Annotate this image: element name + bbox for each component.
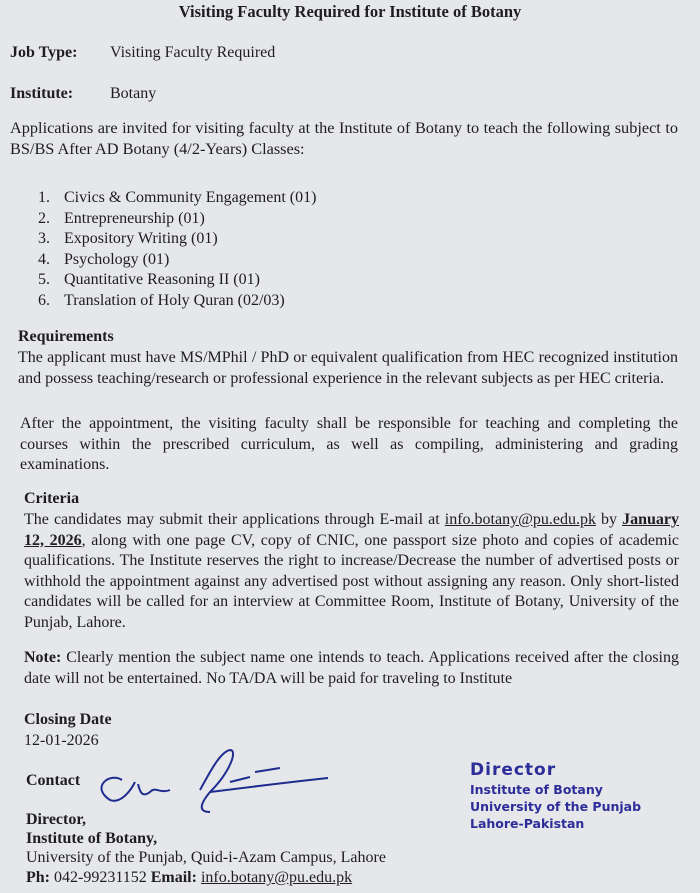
deadline-date: January 12, 2026 bbox=[24, 511, 680, 549]
criteria-text: The candidates may submit their applications through E-mail at bbox=[24, 511, 445, 528]
requirements-heading: Requirements bbox=[18, 328, 114, 345]
subject-list bbox=[38, 188, 316, 312]
subject-item bbox=[38, 291, 316, 312]
subject-number: 4. bbox=[38, 250, 50, 268]
requirements-p1 bbox=[18, 348, 678, 389]
criteria-text: by bbox=[595, 511, 623, 528]
note-text: Clearly mention the subject name one intends to teach. Applications received after the closing date will not be entertained. No TA/DA will be paid for traveling to Institute bbox=[24, 649, 679, 687]
criteria-email-link[interactable]: info.botany@pu.edu.pk bbox=[444, 511, 596, 528]
subject-number: 6. bbox=[38, 291, 50, 309]
contact-director: Director, bbox=[26, 811, 86, 828]
institute-row bbox=[10, 85, 156, 103]
subject-name: Quantitative Reasoning II (01) bbox=[64, 271, 260, 289]
note-paragraph bbox=[24, 648, 679, 689]
subject-name: Entrepreneurship (01) bbox=[64, 209, 205, 227]
phone-number: 042-99231152 bbox=[50, 869, 151, 886]
stamp-line-1: Director bbox=[470, 760, 557, 780]
criteria-paragraph bbox=[24, 510, 679, 633]
job-type-value: Visiting Faculty Required bbox=[110, 44, 276, 61]
subject-item bbox=[38, 229, 316, 250]
subject-name: Translation of Holy Quran (02/03) bbox=[64, 291, 285, 309]
email-label: Email: bbox=[150, 869, 197, 886]
subject-name: Expository Writing (01) bbox=[64, 230, 218, 248]
institute-value: Botany bbox=[110, 85, 157, 102]
job-type-label: Job Type: bbox=[10, 44, 78, 61]
subject-number: 2. bbox=[38, 209, 50, 227]
stamp-line-2: Institute of Botany bbox=[470, 782, 603, 797]
contact-institute: Institute of Botany, bbox=[26, 830, 158, 847]
subject-name: Psychology (01) bbox=[64, 250, 170, 268]
contact-address: University of the Punjab, Quid-i-Azam Campus, Lahore bbox=[26, 849, 386, 866]
subject-item bbox=[38, 188, 316, 209]
subject-number: 5. bbox=[38, 271, 50, 289]
stamp-line-4: Lahore-Pakistan bbox=[470, 816, 585, 831]
job-type-row bbox=[10, 44, 275, 62]
institute-label: Institute: bbox=[10, 85, 74, 102]
subject-name: Civics & Community Engagement (01) bbox=[64, 189, 317, 206]
closing-date-heading: Closing Date bbox=[24, 711, 112, 728]
subject-item bbox=[38, 270, 316, 291]
subject-item bbox=[38, 250, 316, 271]
stamp-line-3: University of the Punjab bbox=[470, 799, 642, 814]
criteria-text: , along with one page CV, copy of CNIC, one passport size photo and copies of academic qualifications. The Institute reserves the right to increase/Decrease the number of advertised posts or withhold the appointment against any advertised post without assigning any reason. Only short-listed candidates will be called for an interview at Committee Room, Institute of Botany, University of the Punjab, Lahore. bbox=[24, 531, 680, 631]
contact-email-link[interactable]: info.botany@pu.edu.pk bbox=[200, 869, 353, 886]
intro-paragraph: Applications are invited for visiting faculty at the Institute of Botany to teach the following subject to BS/BS After AD Botany (4/2-Years) Classes: bbox=[10, 118, 678, 158]
requirements-text: The applicant must have MS/MPhil / PhD or equivalent qualification from HEC recognized institution and possess teaching/research or professional experience in the relevant subjects as per HEC criteria. bbox=[18, 349, 678, 387]
closing-date-value: 12-01-2026 bbox=[24, 732, 99, 749]
requirements-p2: After the appointment, the visiting faculty shall be responsible for teaching and completing the courses within the prescribed curriculum, as well as compiling, administering and grading examinations. bbox=[20, 415, 678, 473]
subject-item bbox=[38, 209, 316, 230]
phone-label: Ph: bbox=[26, 869, 50, 886]
criteria-heading: Criteria bbox=[24, 490, 80, 507]
note-label: Note: bbox=[24, 649, 62, 666]
page-title: Visiting Faculty Required for Institute of Botany bbox=[178, 2, 522, 21]
subject-number: 3. bbox=[38, 230, 50, 248]
signature bbox=[80, 742, 340, 822]
contact-phone-email bbox=[26, 868, 352, 887]
subject-number: 1. bbox=[38, 189, 50, 206]
contact-heading: Contact bbox=[26, 772, 81, 789]
